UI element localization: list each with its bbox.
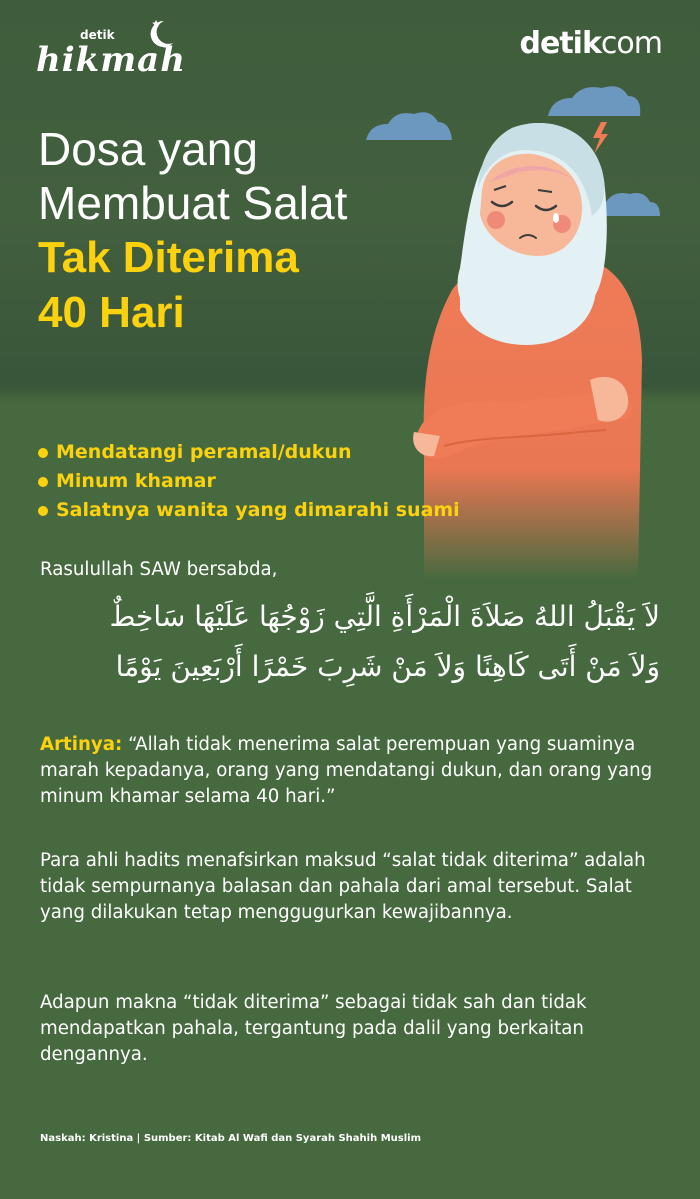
logo-small-text: detik [80, 28, 115, 42]
credits-footer: Naskah: Kristina | Sumber: Kitab Al Wafi dan Syarah Shahih Muslim [40, 1133, 421, 1144]
detikcom-logo[interactable] [520, 26, 662, 61]
title-line-1: Dosa yang [38, 123, 258, 175]
translation-text: “Allah tidak menerima salat perempuan yang suaminya marah kepadanya, orang yang mendatangi dukun, dan orang yang minum khamar selama 40 hari.” [40, 734, 653, 807]
sin-list [38, 438, 460, 525]
list-item: Salatnya wanita yang dimarahi suami [38, 496, 460, 525]
translation-paragraph [40, 732, 670, 810]
explanation-paragraph: Para ahli hadits menafsirkan maksud “salat tidak diterima” adalah tidak sempurnanya balasan dan pahala dari amal tersebut. Salat yang dilakukan tetap menggugurkan kewajibannya. [40, 850, 646, 923]
arabic-line-2: وَلاَ مَنْ أَتَى كَاهِنًا وَلاَ مَنْ شَرِبَ خَمْرًا أَرْبَعِينَ يَوْمًا [115, 650, 660, 683]
arabic-hadith [38, 592, 660, 692]
title-line-3: Tak Diterima [38, 233, 299, 282]
title-line-4: 40 Hari [38, 288, 185, 337]
translation-label: Artinya: [40, 734, 123, 755]
list-item: Mendatangi peramal/dukun [38, 438, 460, 467]
arabic-line-1: لاَ يَقْبَلُ اللهُ صَلاَةَ الْمَرْأَةِ الَّتِي زَوْجُهَا عَلَيْهَا سَاخِطٌ [109, 600, 660, 633]
detik-hikmah-logo[interactable] [36, 18, 186, 82]
logo-right-prefix: detik [519, 26, 601, 61]
logo-right-suffix: com [600, 26, 662, 61]
list-item: Minum khamar [38, 467, 460, 496]
hadith-intro: Rasulullah SAW bersabda, [40, 559, 278, 580]
logo-main-text: hikmah [36, 40, 186, 80]
conclusion-paragraph: Adapun makna “tidak diterima” sebagai tidak sah dan tidak mendapatkan pahala, tergantung pada dalil yang berkaitan dengannya. [40, 992, 587, 1065]
title-line-2: Membuat Salat [38, 177, 348, 229]
lightning-icon [593, 122, 608, 154]
